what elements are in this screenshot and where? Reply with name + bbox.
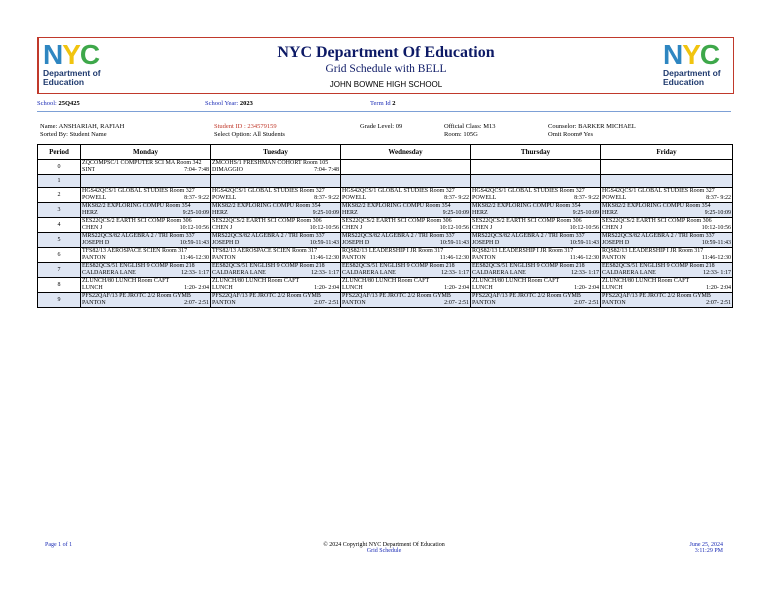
class-cell <box>471 233 601 248</box>
report-title: NYC Department Of Education <box>277 44 495 61</box>
teacher-name: CHEN J <box>82 225 103 231</box>
class-cell <box>81 203 211 218</box>
course-line: ZLUNCH/80 LUNCH Room CAFT <box>82 278 170 284</box>
teacher-name: HERZ <box>82 210 98 216</box>
teacher-name: CHEN J <box>602 225 623 231</box>
class-cell <box>471 203 601 218</box>
class-time: 12:33- 1:17 <box>311 270 339 276</box>
class-time: 1:20- 2:04 <box>706 285 731 291</box>
period-cell: 5 <box>38 233 81 248</box>
teacher-name: SINT <box>82 167 96 173</box>
nyc-doe-logo-right: NYC Department of Education <box>663 39 721 87</box>
course-line: HGS42QCS/1 GLOBAL STUDIES Room 327 <box>342 188 455 194</box>
class-cell <box>341 233 471 248</box>
schedule-row <box>38 203 733 218</box>
course-line: RQS82/13 LEADERSHIP I JR Room 317 <box>342 248 444 254</box>
omit-room: Omit Room# Yes <box>548 131 593 138</box>
class-time: 9:25-10:09 <box>442 210 469 216</box>
class-cell <box>211 160 341 175</box>
schedule-row <box>38 175 733 188</box>
teacher-name: CALDARERA LANE <box>602 270 656 276</box>
class-time: 10:59-11:43 <box>569 240 599 246</box>
course-line: PFS22QAF/13 PE JROTC 2/2 Room GYMB <box>342 293 451 299</box>
class-cell <box>81 263 211 278</box>
class-cell <box>81 175 211 188</box>
class-cell <box>601 203 733 218</box>
school-year-field: School Year: 2023 <box>205 100 253 107</box>
teacher-name: LUNCH <box>212 285 233 291</box>
course-line: MKS82/2 EXPLORING COMPU Room 354 <box>82 203 191 209</box>
teacher-name: PANTON <box>212 255 236 261</box>
class-cell <box>211 248 341 263</box>
class-cell <box>341 188 471 203</box>
class-time: 11:46-12:30 <box>439 255 469 261</box>
select-option: Select Option: All Students <box>214 131 285 138</box>
course-line: EES82QCS/51 ENGLISH 9 COMP Room 218 <box>82 263 195 269</box>
teacher-name: JOSEPH D <box>472 240 500 246</box>
teacher-name: LUNCH <box>602 285 623 291</box>
course-line: HGS42QCS/1 GLOBAL STUDIES Room 327 <box>602 188 715 194</box>
course-line: SES22QCS/2 EARTH SCI COMP Room 306 <box>82 218 192 224</box>
course-line: PFS22QAF/13 PE JROTC 2/2 Room GYMB <box>472 293 581 299</box>
class-cell <box>341 263 471 278</box>
student-name: Name: ANSHARIAH, RAFIAH <box>40 123 125 130</box>
teacher-name: POWELL <box>212 195 237 201</box>
class-cell <box>601 278 733 293</box>
teacher-name: CALDARERA LANE <box>82 270 136 276</box>
class-cell <box>81 233 211 248</box>
col-header: Tuesday <box>211 145 341 160</box>
nyc-doe-logo: NYC Department of Education <box>43 39 101 87</box>
class-cell <box>341 218 471 233</box>
col-header: Thursday <box>471 145 601 160</box>
counselor: Counselor: BARKER MICHAEL <box>548 123 636 130</box>
class-cell <box>341 175 471 188</box>
class-time: 10:59-11:43 <box>179 240 209 246</box>
teacher-name: POWELL <box>472 195 497 201</box>
period-cell: 3 <box>38 203 81 218</box>
class-cell <box>341 160 471 175</box>
official-class: Official Class: M13 <box>444 123 496 130</box>
class-time: 11:46-12:30 <box>569 255 599 261</box>
teacher-name: PANTON <box>472 300 496 306</box>
course-line: PFS22QAF/13 PE JROTC 2/2 Room GYMB <box>82 293 191 299</box>
footer-copyright: © 2024 Copyright NYC Department Of Education Grid Schedule <box>323 542 445 554</box>
course-line: ZQCOMPSC/1 COMPUTER SCI MA Room 342 <box>82 160 202 166</box>
class-cell <box>81 293 211 308</box>
class-cell <box>81 218 211 233</box>
col-header: Friday <box>601 145 733 160</box>
course-line: EES82QCS/51 ENGLISH 9 COMP Room 218 <box>472 263 585 269</box>
class-time: 9:25-10:09 <box>704 210 731 216</box>
course-line: EES82QCS/51 ENGLISH 9 COMP Room 218 <box>602 263 715 269</box>
teacher-name: PANTON <box>472 255 496 261</box>
class-time: 11:46-12:30 <box>701 255 731 261</box>
period-cell: 1 <box>38 175 81 188</box>
course-line: PFS22QAF/13 PE JROTC 2/2 Room GYMB <box>212 293 321 299</box>
class-time: 10:12-10:56 <box>179 225 209 231</box>
col-header: Wednesday <box>341 145 471 160</box>
sorted-by: Sorted By: Student Name <box>40 131 107 138</box>
course-line: SES22QCS/2 EARTH SCI COMP Room 306 <box>212 218 322 224</box>
course-line: MKS82/2 EXPLORING COMPU Room 354 <box>342 203 451 209</box>
class-time: 1:20- 2:04 <box>184 285 209 291</box>
class-time: 9:25-10:09 <box>312 210 339 216</box>
teacher-name: HERZ <box>602 210 618 216</box>
class-cell <box>341 293 471 308</box>
class-cell <box>81 278 211 293</box>
class-time: 10:12-10:56 <box>309 225 339 231</box>
class-cell <box>471 248 601 263</box>
class-cell <box>601 248 733 263</box>
teacher-name: PANTON <box>212 300 236 306</box>
room: Room: 105G <box>444 131 478 138</box>
teacher-name: PANTON <box>602 255 626 261</box>
term-field: Term Id 2 <box>370 100 396 107</box>
class-cell <box>81 160 211 175</box>
class-cell <box>211 218 341 233</box>
course-line: SES22QCS/2 EARTH SCI COMP Room 306 <box>472 218 582 224</box>
course-line: HGS42QCS/1 GLOBAL STUDIES Room 327 <box>212 188 325 194</box>
teacher-name: PANTON <box>342 255 366 261</box>
course-line: MRS22QCS/82 ALGEBRA 2 / TRI Room 337 <box>212 233 325 239</box>
course-line: SES22QCS/2 EARTH SCI COMP Room 306 <box>602 218 712 224</box>
teacher-name: POWELL <box>82 195 107 201</box>
class-cell <box>471 175 601 188</box>
course-line: RQS82/13 LEADERSHIP I JR Room 317 <box>472 248 574 254</box>
teacher-name: DIMAGGIO <box>212 167 243 173</box>
class-cell <box>471 188 601 203</box>
class-time: 2:07- 2:51 <box>706 300 731 306</box>
class-time: 10:59-11:43 <box>309 240 339 246</box>
period-cell: 2 <box>38 188 81 203</box>
teacher-name: PANTON <box>82 255 106 261</box>
student-id: Student ID : 234579159 <box>214 123 277 130</box>
schedule-row <box>38 218 733 233</box>
class-time: 8:37- 9:22 <box>574 195 599 201</box>
class-time: 7:04- 7:48 <box>314 167 339 173</box>
class-time: 9:25-10:09 <box>182 210 209 216</box>
schedule-row <box>38 233 733 248</box>
class-time: 10:12-10:56 <box>439 225 469 231</box>
class-cell <box>471 218 601 233</box>
period-cell: 0 <box>38 160 81 175</box>
course-line: TFS82/13 AEROSPACE SCIEN Room 317 <box>82 248 188 254</box>
course-line: RQS82/13 LEADERSHIP I JR Room 317 <box>602 248 704 254</box>
class-cell <box>471 278 601 293</box>
class-cell <box>81 188 211 203</box>
teacher-name: PANTON <box>82 300 106 306</box>
course-line: MKS82/2 EXPLORING COMPU Room 354 <box>212 203 321 209</box>
report-subtitle: Grid Schedule with BELL <box>325 63 447 75</box>
class-cell <box>471 160 601 175</box>
course-line: ZLUNCH/80 LUNCH Room CAFT <box>212 278 300 284</box>
course-line: MRS22QCS/82 ALGEBRA 2 / TRI Room 337 <box>82 233 195 239</box>
teacher-name: JOSEPH D <box>602 240 630 246</box>
class-time: 2:07- 2:51 <box>314 300 339 306</box>
class-cell <box>211 278 341 293</box>
course-line: ZLUNCH/80 LUNCH Room CAFT <box>472 278 560 284</box>
period-cell: 8 <box>38 278 81 293</box>
grid-header-row <box>38 145 733 160</box>
schedule-row <box>38 293 733 308</box>
col-header: Period <box>38 145 81 160</box>
schedule-row <box>38 248 733 263</box>
period-cell: 9 <box>38 293 81 308</box>
course-line: PFS22QAF/13 PE JROTC 2/2 Room GYMB <box>602 293 711 299</box>
class-cell <box>211 203 341 218</box>
class-time: 10:59-11:43 <box>439 240 469 246</box>
counselor-block <box>548 123 636 139</box>
course-line: MKS82/2 EXPLORING COMPU Room 354 <box>472 203 581 209</box>
class-time: 11:46-12:30 <box>309 255 339 261</box>
student-name-block <box>40 123 124 139</box>
class-cell <box>601 175 733 188</box>
class-time: 12:33- 1:17 <box>441 270 469 276</box>
course-line: MRS22QCS/82 ALGEBRA 2 / TRI Room 337 <box>602 233 715 239</box>
teacher-name: JOSEPH D <box>82 240 110 246</box>
class-time: 1:20- 2:04 <box>444 285 469 291</box>
page-number: Page 1 of 1 <box>45 542 73 548</box>
class-cell <box>601 263 733 278</box>
student-id-block <box>214 123 285 139</box>
teacher-name: JOSEPH D <box>342 240 370 246</box>
course-line: MRS22QCS/82 ALGEBRA 2 / TRI Room 337 <box>342 233 455 239</box>
class-time: 12:33- 1:17 <box>703 270 731 276</box>
class-cell <box>341 203 471 218</box>
class-time: 8:37- 9:22 <box>184 195 209 201</box>
period-cell: 6 <box>38 248 81 263</box>
class-cell <box>601 188 733 203</box>
schedule-row <box>38 188 733 203</box>
report-timestamp: June 25, 2024 3:11:29 PM <box>689 542 723 554</box>
official-class-block <box>444 123 496 139</box>
class-cell <box>211 293 341 308</box>
class-time: 1:20- 2:04 <box>574 285 599 291</box>
teacher-name: CHEN J <box>212 225 233 231</box>
class-time: 2:07- 2:51 <box>184 300 209 306</box>
course-line: ZLUNCH/80 LUNCH Room CAFT <box>342 278 430 284</box>
course-line: SES22QCS/2 EARTH SCI COMP Room 306 <box>342 218 452 224</box>
teacher-name: LUNCH <box>82 285 103 291</box>
teacher-name: LUNCH <box>472 285 493 291</box>
teacher-name: POWELL <box>342 195 367 201</box>
teacher-name: CALDARERA LANE <box>212 270 266 276</box>
schedule-row <box>38 278 733 293</box>
course-line: MRS22QCS/82 ALGEBRA 2 / TRI Room 337 <box>472 233 585 239</box>
teacher-name: HERZ <box>212 210 228 216</box>
period-cell: 7 <box>38 263 81 278</box>
class-time: 2:07- 2:51 <box>574 300 599 306</box>
class-time: 12:33- 1:17 <box>181 270 209 276</box>
class-cell <box>211 188 341 203</box>
class-cell <box>601 233 733 248</box>
class-cell <box>601 293 733 308</box>
class-time: 12:33- 1:17 <box>571 270 599 276</box>
class-time: 1:20- 2:04 <box>314 285 339 291</box>
class-time: 8:37- 9:22 <box>314 195 339 201</box>
teacher-name: HERZ <box>472 210 488 216</box>
divider <box>37 111 731 112</box>
class-cell <box>471 263 601 278</box>
class-cell <box>211 233 341 248</box>
course-line: ZMCOHS/1 FRESHMAN COHORT Room 105 <box>212 160 329 166</box>
schedule-row <box>38 160 733 175</box>
class-time: 9:25-10:09 <box>572 210 599 216</box>
course-line: EES82QCS/51 ENGLISH 9 COMP Room 218 <box>212 263 325 269</box>
class-time: 2:07- 2:51 <box>444 300 469 306</box>
teacher-name: CALDARERA LANE <box>342 270 396 276</box>
teacher-name: HERZ <box>342 210 358 216</box>
school-name: JOHN BOWNE HIGH SCHOOL <box>329 80 443 89</box>
class-time: 10:12-10:56 <box>701 225 731 231</box>
school-field: School: 25Q425 <box>37 100 80 107</box>
class-cell <box>341 248 471 263</box>
course-line: TFS82/13 AEROSPACE SCIEN Room 317 <box>212 248 318 254</box>
teacher-name: JOSEPH D <box>212 240 240 246</box>
class-cell <box>601 218 733 233</box>
schedule-row <box>38 263 733 278</box>
col-header: Monday <box>81 145 211 160</box>
grade-level: Grade Level: 09 <box>360 123 403 130</box>
class-time: 10:12-10:56 <box>569 225 599 231</box>
report-header <box>37 37 734 94</box>
teacher-name: CALDARERA LANE <box>472 270 526 276</box>
class-time: 8:37- 9:22 <box>706 195 731 201</box>
class-cell <box>601 160 733 175</box>
teacher-name: PANTON <box>342 300 366 306</box>
schedule-grid <box>37 144 733 308</box>
teacher-name: CHEN J <box>472 225 493 231</box>
course-line: EES82QCS/51 ENGLISH 9 COMP Room 218 <box>342 263 455 269</box>
teacher-name: CHEN J <box>342 225 363 231</box>
course-line: HGS42QCS/1 GLOBAL STUDIES Room 327 <box>472 188 585 194</box>
class-cell <box>471 293 601 308</box>
class-cell <box>341 278 471 293</box>
class-time: 11:46-12:30 <box>179 255 209 261</box>
class-time: 8:37- 9:22 <box>444 195 469 201</box>
class-cell <box>211 175 341 188</box>
teacher-name: PANTON <box>602 300 626 306</box>
teacher-name: POWELL <box>602 195 627 201</box>
class-cell <box>211 263 341 278</box>
course-line: ZLUNCH/80 LUNCH Room CAFT <box>602 278 690 284</box>
period-cell: 4 <box>38 218 81 233</box>
class-time: 7:04- 7:48 <box>184 167 209 173</box>
class-time: 10:59-11:43 <box>701 240 731 246</box>
class-cell <box>81 248 211 263</box>
course-line: MKS82/2 EXPLORING COMPU Room 354 <box>602 203 711 209</box>
grade-block <box>360 123 402 131</box>
course-line: HGS42QCS/1 GLOBAL STUDIES Room 327 <box>82 188 195 194</box>
teacher-name: LUNCH <box>342 285 363 291</box>
